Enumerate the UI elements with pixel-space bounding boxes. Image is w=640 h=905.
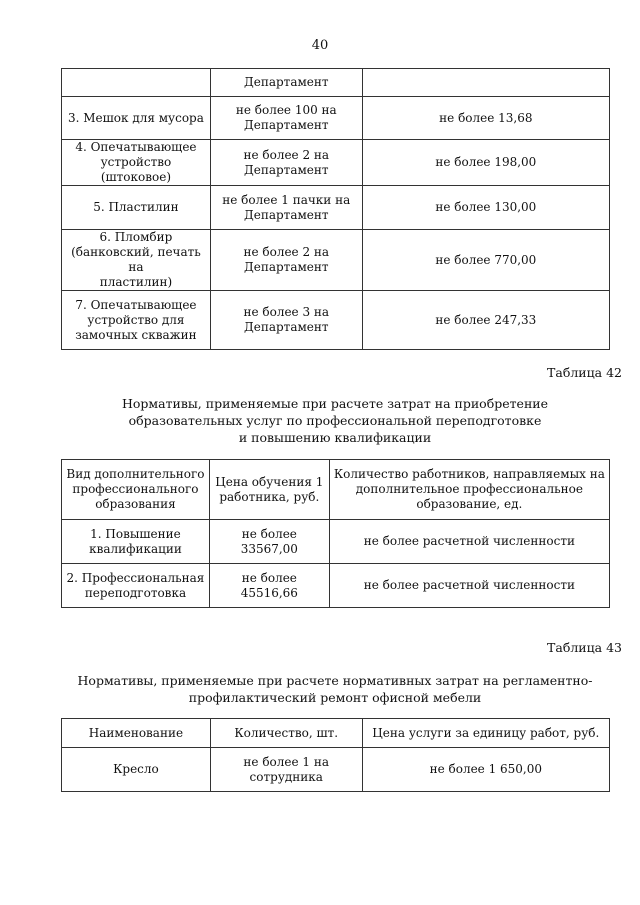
training-kind: 1. Повышение квалификации	[62, 520, 210, 564]
employee-count: не более расчетной численности	[329, 520, 609, 564]
item-quantity: не более 1 на сотрудника	[210, 748, 362, 792]
table-row	[62, 291, 610, 350]
item-price: не более 130,00	[362, 186, 609, 230]
table-cell: Департамент	[210, 69, 362, 97]
training-price: не более 33567,00	[209, 520, 329, 564]
table-heading: Нормативы, применяемые при расчете затрат на приобретение образовательных услуг по профессиональной переподготовке и повышению квалификации	[121, 396, 549, 445]
table-row	[62, 564, 610, 608]
table-header-row	[62, 719, 610, 748]
item-name: 7. Опечатывающее устройство для замочных скважин	[62, 291, 211, 350]
office-supplies-table	[61, 68, 610, 350]
item-quantity: не более 2 на Департамент	[210, 140, 362, 186]
column-header: Цена услуги за единицу работ, руб.	[362, 719, 609, 748]
table-row	[62, 140, 610, 186]
item-name: Кресло	[62, 748, 211, 792]
table-row	[62, 748, 610, 792]
item-name: 6. Пломбир (банковский, печать на пластилин)	[62, 230, 211, 291]
item-quantity: не более 1 пачки на Департамент	[210, 186, 362, 230]
item-name: 3. Мешок для мусора	[62, 97, 211, 140]
column-header: Количество, шт.	[210, 719, 362, 748]
item-price: не более 247,33	[362, 291, 609, 350]
table-row	[62, 186, 610, 230]
column-header: Вид дополнительного профессионального образования	[62, 460, 210, 520]
table-cell	[362, 69, 609, 97]
table-cell	[62, 69, 211, 97]
table-row	[62, 97, 610, 140]
item-price: не более 1 650,00	[362, 748, 609, 792]
table-row	[62, 69, 610, 97]
furniture-repair-table	[61, 718, 610, 792]
column-header: Наименование	[62, 719, 211, 748]
table-row	[62, 520, 610, 564]
item-quantity: не более 2 на Департамент	[210, 230, 362, 291]
training-kind: 2. Профессиональная переподготовка	[62, 564, 210, 608]
training-price: не более 45516,66	[209, 564, 329, 608]
table-header-row	[62, 460, 610, 520]
item-name: 5. Пластилин	[62, 186, 211, 230]
column-header: Количество работников, направляемых на дополнительное профессиональное образование, ед.	[329, 460, 609, 520]
item-price: не более 770,00	[362, 230, 609, 291]
item-price: не более 13,68	[362, 97, 609, 140]
table-row	[62, 230, 610, 291]
item-quantity: не более 3 на Департамент	[210, 291, 362, 350]
table-caption: Таблица 43	[547, 640, 622, 655]
table-heading: Нормативы, применяемые при расчете нормативных затрат на регламентно- профилактический ремонт офисной мебели	[77, 673, 593, 705]
item-name: 4. Опечатывающее устройство (штоковое)	[62, 140, 211, 186]
employee-count: не более расчетной численности	[329, 564, 609, 608]
item-price: не более 198,00	[362, 140, 609, 186]
page-number: 40	[311, 38, 329, 53]
table-caption: Таблица 42	[547, 365, 622, 380]
item-quantity: не более 100 на Департамент	[210, 97, 362, 140]
column-header: Цена обучения 1 работника, руб.	[209, 460, 329, 520]
training-costs-table	[61, 459, 610, 608]
